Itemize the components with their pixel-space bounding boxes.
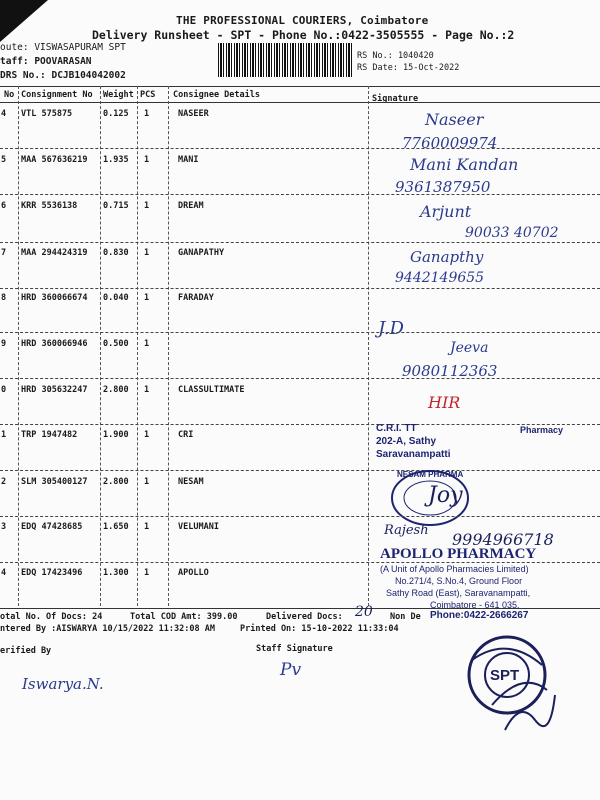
signature-name: Arjunt <box>420 202 472 221</box>
row-no: 4 <box>1 568 7 578</box>
row-no: 4 <box>1 109 7 119</box>
apollo-stamp-line3: Sathy Road (East), Saravanampatti, <box>386 588 531 598</box>
row-no: 9 <box>1 339 7 349</box>
row-consignment: MAA 567636219 <box>21 155 88 165</box>
row-pcs: 1 <box>144 430 150 440</box>
row-pcs: 1 <box>144 155 150 165</box>
row-consignment: SLM 305400127 <box>21 477 88 487</box>
scan-corner-shadow <box>0 0 48 42</box>
row-pcs: 1 <box>144 248 150 258</box>
cri-stamp-line1: C.R.I. TT <box>376 423 417 434</box>
delivered-docs-label: Delivered Docs: <box>266 612 343 622</box>
row-weight: 0.830 <box>103 248 129 258</box>
rs-date: RS Date: 15-Oct-2022 <box>357 63 460 73</box>
row-weight: 0.715 <box>103 201 129 211</box>
delivered-docs-count: 20 <box>355 604 373 620</box>
row-no: 0 <box>1 385 7 395</box>
row-weight: 1.300 <box>103 568 129 578</box>
row-consignee: CLASSULTIMATE <box>178 385 245 395</box>
row-no: 2 <box>1 477 7 487</box>
row-weight: 2.800 <box>103 385 129 395</box>
row-consignee: GANAPATHY <box>178 248 225 258</box>
verified-signature: Iswarya.N. <box>22 675 104 693</box>
col-consignee: Consignee Details <box>173 90 260 100</box>
signature-name: Joy <box>428 483 463 508</box>
row-divider <box>0 470 600 471</box>
col-consignment: Consignment No <box>21 90 93 100</box>
header-bottom-rule <box>0 102 600 103</box>
row-weight: 1.935 <box>103 155 129 165</box>
col-rule <box>100 86 101 606</box>
row-weight: 1.650 <box>103 522 129 532</box>
row-pcs: 1 <box>144 293 150 303</box>
total-cod: Total COD Amt: 399.00 <box>130 612 238 622</box>
staff-signature-label: Staff Signature <box>256 644 333 654</box>
row-consignment: MAA 294424319 <box>21 248 88 258</box>
col-rule <box>137 86 138 606</box>
col-pcs: PCS <box>140 90 156 100</box>
row-consignment: EDQ 17423496 <box>21 568 83 578</box>
runsheet-title: Delivery Runsheet - SPT - Phone No.:0422-3505555 - Page No.:2 <box>92 28 515 42</box>
row-consignment: HRD 305632247 <box>21 385 88 395</box>
nesam-stamp-text: NESAM PHARMA <box>397 470 464 479</box>
row-pcs: 1 <box>144 339 150 349</box>
col-no: No <box>4 90 15 100</box>
row-pcs: 1 <box>144 385 150 395</box>
signature-name: Ganapthy <box>410 248 484 266</box>
apollo-stamp-line1: (A Unit of Apollo Pharmacies Limited) <box>380 564 529 574</box>
apollo-stamp-line4: Coimbatore - 641 035. <box>430 600 520 610</box>
entered-by: ntered By :AISWARYA 10/15/2022 11:32:08 AM <box>0 624 215 634</box>
signature-name: Rajesh <box>384 523 429 538</box>
signature-name: Mani Kandan <box>410 155 519 174</box>
signature-name: Naseer <box>425 110 484 129</box>
row-divider <box>0 332 600 333</box>
company-title: THE PROFESSIONAL COURIERS, Coimbatore <box>176 14 429 27</box>
row-consignment: VTL 575875 <box>21 109 73 119</box>
row-consignee: NESAM <box>178 477 204 487</box>
header-top-rule <box>0 86 600 87</box>
staff-signature: Pv <box>280 660 302 680</box>
row-consignee: VELUMANI <box>178 522 219 532</box>
col-rule <box>368 86 369 606</box>
cri-stamp-line3: Saravanampatti <box>376 449 451 460</box>
staff-label: taff: POOVARASAN <box>0 56 92 67</box>
drs-number: DRS No.: DCJB104042002 <box>0 70 126 81</box>
rs-number: RS No.: 1040420 <box>357 51 434 61</box>
row-weight: 0.040 <box>103 293 129 303</box>
row-consignment: EDQ 47428685 <box>21 522 83 532</box>
signature-phone: 90033 40702 <box>465 225 559 241</box>
row-divider <box>0 424 600 425</box>
cri-stamp-pharmacy: Pharmacy <box>520 425 564 435</box>
verified-by-label: erified By <box>0 646 52 656</box>
row-weight: 1.900 <box>103 430 129 440</box>
row-consignment: TRP 1947482 <box>21 430 78 440</box>
row-pcs: 1 <box>144 522 150 532</box>
signature-phone: 7760009974 <box>402 134 498 152</box>
row-pcs: 1 <box>144 201 150 211</box>
row-consignee: NASEER <box>178 109 209 119</box>
printed-on: Printed On: 15-10-2022 11:33:04 <box>240 624 399 634</box>
row-no: 1 <box>1 430 7 440</box>
apollo-stamp-title: APOLLO PHARMACY <box>380 546 537 562</box>
row-divider <box>0 516 600 517</box>
apollo-stamp-phone: Phone:0422-2666267 <box>430 610 529 621</box>
col-weight: Weight <box>103 90 134 100</box>
row-divider <box>0 242 600 243</box>
signature-name: HIR <box>428 393 461 412</box>
row-consignee: DREAM <box>178 201 204 211</box>
cri-stamp-line2: 202-A, Sathy <box>376 436 437 447</box>
row-divider <box>0 378 600 379</box>
row-consignment: HRD 360066946 <box>21 339 88 349</box>
non-delivered-label: Non De <box>390 612 421 622</box>
barcode <box>218 43 353 77</box>
apollo-stamp-line2: No.271/4, S.No.4, Ground Floor <box>395 576 523 586</box>
route-label: oute: VISWASAPURAM SPT <box>0 42 126 53</box>
row-weight: 0.500 <box>103 339 129 349</box>
spt-stamp-scribble <box>500 690 560 735</box>
row-no: 6 <box>1 201 7 211</box>
row-divider <box>0 288 600 289</box>
signature-phone: 9442149655 <box>395 270 485 286</box>
row-no: 3 <box>1 522 7 532</box>
signature-phone: 9361387950 <box>395 178 491 196</box>
signature-phone: 9080112363 <box>402 362 498 380</box>
row-consignment: HRD 360066674 <box>21 293 88 303</box>
row-consignee: MANI <box>178 155 199 165</box>
total-docs: otal No. Of Docs: 24 <box>0 612 103 622</box>
row-consignee: CRI <box>178 430 194 440</box>
signature-name: J.D <box>378 318 404 339</box>
row-consignee: APOLLO <box>178 568 209 578</box>
row-consignee: FARADAY <box>178 293 214 303</box>
row-weight: 0.125 <box>103 109 129 119</box>
col-rule <box>168 86 169 606</box>
table-bottom-rule <box>0 608 600 609</box>
row-pcs: 1 <box>144 477 150 487</box>
row-pcs: 1 <box>144 568 150 578</box>
col-signature: Signature <box>372 94 419 104</box>
row-no: 8 <box>1 293 7 303</box>
row-divider <box>0 148 600 149</box>
row-divider <box>0 194 600 195</box>
row-consignment: KRR 5536138 <box>21 201 78 211</box>
row-weight: 2.800 <box>103 477 129 487</box>
spt-stamp-text: SPT <box>490 667 520 684</box>
signature-name: Jeeva <box>450 340 489 356</box>
signature-phone: 9994966718 <box>452 530 554 549</box>
row-pcs: 1 <box>144 109 150 119</box>
col-rule <box>18 86 19 606</box>
row-no: 7 <box>1 248 7 258</box>
row-no: 5 <box>1 155 7 165</box>
